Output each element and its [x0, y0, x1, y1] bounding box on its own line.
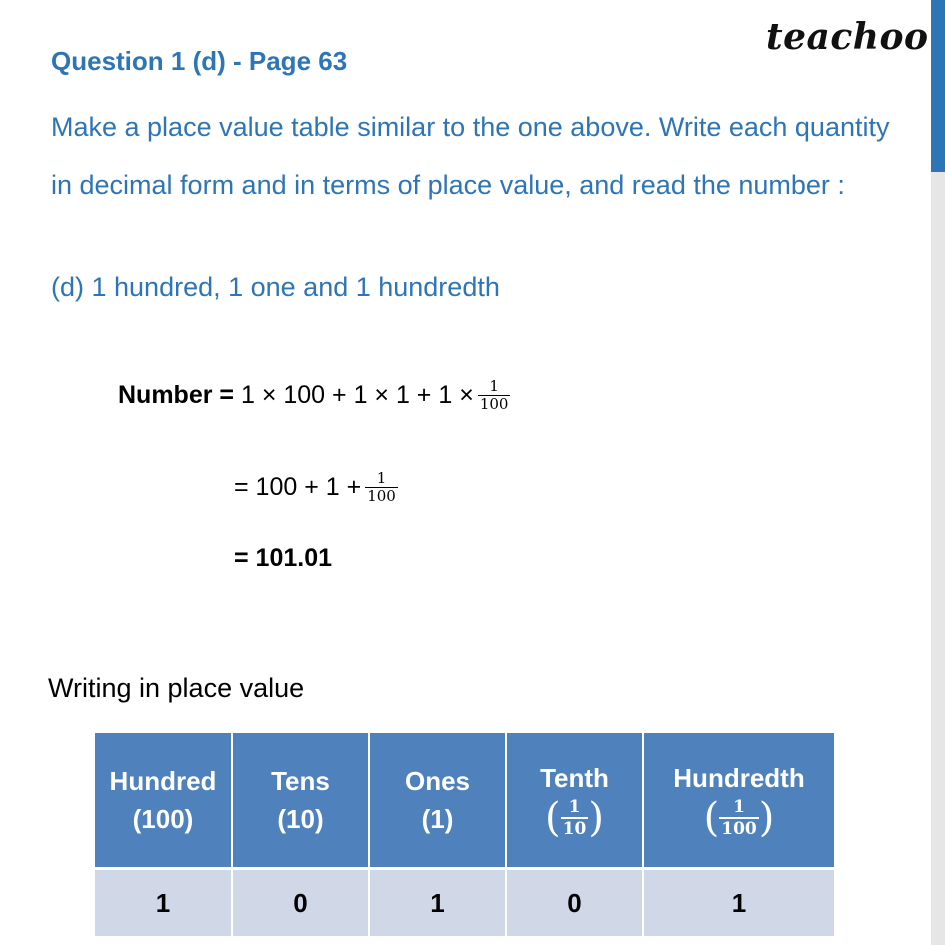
- fraction-numerator: 1: [376, 469, 387, 487]
- question-text: Make a place value table similar to the one above. Write each quantity in decimal form and in terms of place value, and read the number :: [51, 112, 890, 200]
- place-value-table: [95, 733, 834, 936]
- cell-tenth: 0: [506, 869, 643, 937]
- teachoo-logo: teachoo: [766, 16, 929, 58]
- cell-tens: 0: [232, 869, 369, 937]
- fraction-1-over-100: [478, 378, 511, 413]
- fraction-1-over-100: [365, 470, 398, 505]
- header-tens: Tens (10): [232, 733, 369, 869]
- equation-line-3: [234, 544, 332, 573]
- side-bar-accent: [931, 0, 945, 172]
- side-bar: [931, 0, 945, 945]
- fraction-denominator: 100: [367, 487, 396, 505]
- place-value-label: Writing in place value: [48, 673, 305, 703]
- equation-line-2: [234, 470, 398, 505]
- fraction-denominator: 100: [479, 395, 509, 413]
- fraction-numerator: 1: [489, 377, 499, 395]
- question-part: (d) 1 hundred, 1 one and 1 hundredth: [51, 272, 500, 302]
- question-title: Question 1 (d) - Page 63: [51, 46, 348, 76]
- table-header-row: [95, 733, 834, 869]
- equation-line-1: [118, 378, 510, 413]
- equation-result: = 101.01: [234, 544, 333, 572]
- equation-expression-2: = 100 + 1 +: [234, 473, 362, 501]
- header-hundredth: Hundredth ( 1 100 ): [643, 733, 834, 869]
- header-ones: Ones (1): [369, 733, 506, 869]
- table-row: [95, 869, 834, 937]
- header-hundred: Hundred (100): [95, 733, 232, 869]
- cell-ones: 1: [369, 869, 506, 937]
- cell-hundredth: 1: [643, 869, 834, 937]
- header-tenth: Tenth ( 1 10 ): [506, 733, 643, 869]
- equation-expression-1: 1 × 100 + 1 × 1 + 1 ×: [240, 381, 474, 409]
- hundredth-fraction: ( 1 100 ): [703, 795, 775, 841]
- tenth-fraction: ( 1 10 ): [545, 795, 604, 841]
- cell-hundred: 1: [95, 869, 232, 937]
- number-label: Number =: [118, 381, 235, 409]
